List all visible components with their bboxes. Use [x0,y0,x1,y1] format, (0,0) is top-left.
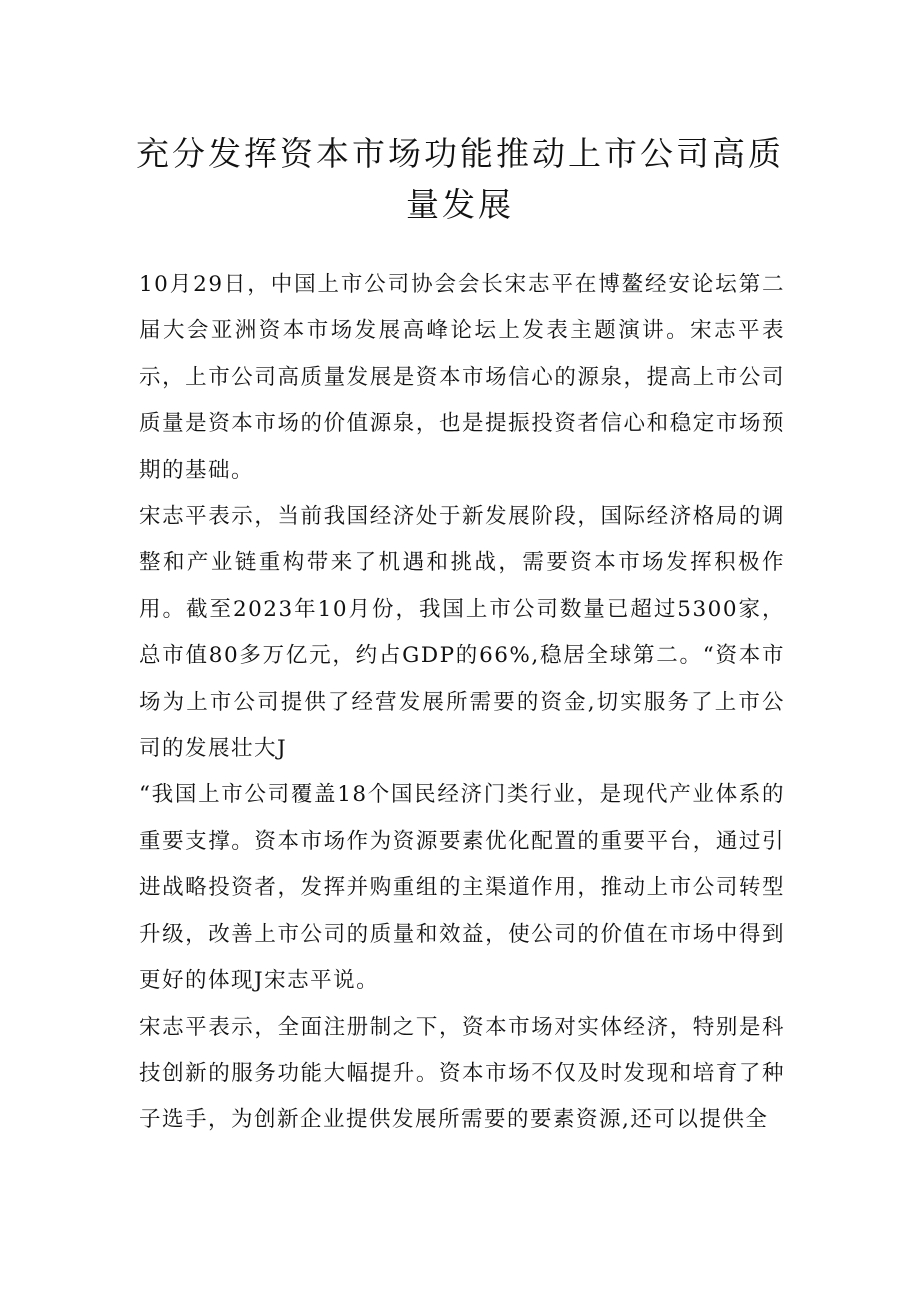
paragraph-2: 宋志平表示，当前我国经济处于新发展阶段，国际经济格局的调整和产业链重构带来了机遇和挑战，需要资本市场发挥积极作用。截至2023年10月份，我国上市公司数量已超过5300家，总市值80多万亿元，约占GDP的66%,稳居全球第二。“资本市场为上市公司提供了经营发展所需要的资金,切实服务了上市公司的发展壮大J [139,504,785,762]
paragraph-4: 宋志平表示，全面注册制之下，资本市场对实体经济，特别是科技创新的服务功能大幅提升。资本市场不仅及时发现和培育了种子选手，为创新企业提供发展所需要的要素资源,还可以提供全 [139,1014,785,1133]
paragraph-3: “我国上市公司覆盖18个国民经济门类行业，是现代产业体系的重要支撑。资本市场作为资源要素优化配置的重要平台，通过引进战略投资者，发挥并购重组的主渠道作用，推动上市公司转型升级，改善上市公司的质量和效益，使公司的价值在市场中得到更好的体现J宋志平说。 [139,782,785,994]
document-title: 充分发挥资本市场功能推动上市公司高质量发展 [136,134,784,224]
document-body [139,262,785,1144]
paragraph-1: 10月29日，中国上市公司协会会长宋志平在博鳌经安论坛第二届大会亚洲资本市场发展高峰论坛上发表主题演讲。宋志平表示，上市公司高质量发展是资本市场信心的源泉，提高上市公司质量是资本市场的价值源泉，也是提振投资者信心和稳定市场预期的基础。 [139,272,785,483]
